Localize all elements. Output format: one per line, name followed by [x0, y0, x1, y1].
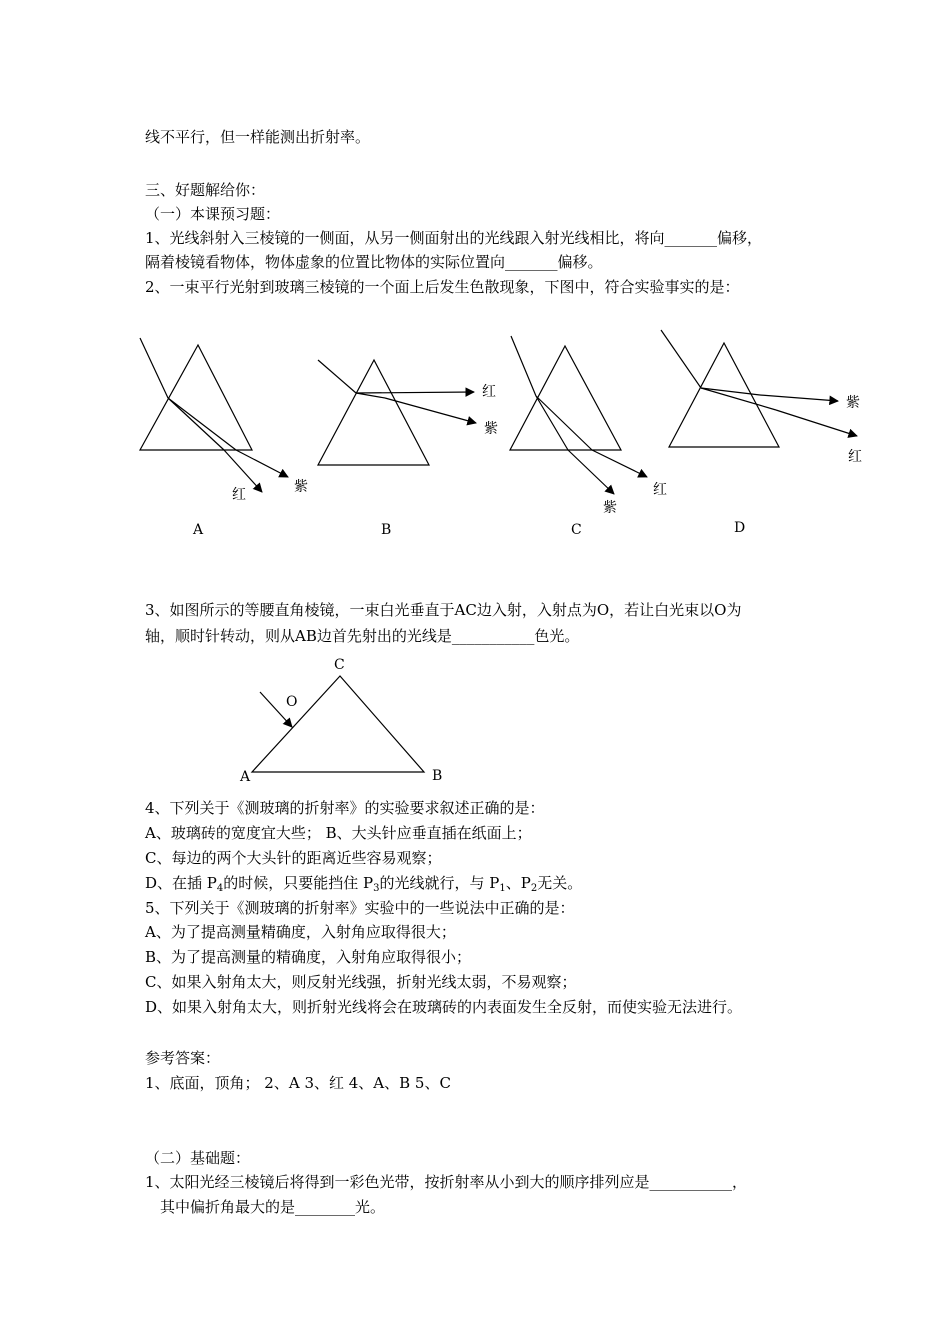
question-2: 2、一束平行光射到玻璃三棱镜的一个面上后发生色散现象，下图中，符合实验事实的是：: [145, 278, 740, 296]
question-1: 1、光线斜射入三棱镜的一侧面，从另一侧面射出的光线跟入射光线相比，将向_______偏移，: [145, 229, 763, 247]
option-5a: A、为了提高测量精确度，入射角应取得很大；: [145, 923, 456, 941]
question-3: 3、如图所示的等腰直角棱镜，一束白光垂直于AC边入射，入射点为O，若让白光束以O为: [145, 601, 742, 619]
answers: 1、底面，顶角； 2、A 3、红 4、A、B 5、C: [145, 1074, 451, 1092]
text-line: 线不平行，但一样能测出折射率。: [145, 128, 371, 146]
label-a-violet: 紫: [294, 479, 308, 495]
caption-a: A: [193, 522, 204, 538]
subsection-heading: （一）本课预习题：: [145, 205, 281, 223]
label-a-red: 红: [232, 487, 246, 503]
caption-c: C: [571, 522, 582, 538]
label-d-violet: 紫: [846, 395, 860, 411]
caption-d: D: [734, 520, 746, 536]
section-heading: 三、好题解给你：: [145, 181, 266, 199]
question-3-cont: 轴，顺时针转动，则从AB边首先射出的光线是___________色光。: [145, 627, 580, 645]
vertex-c: C: [334, 657, 345, 673]
vertex-b: B: [432, 768, 443, 784]
option-5c: C、如果入射角太大，则反射光线强，折射光线太弱，不易观察；: [145, 973, 577, 991]
option-5d: D、如果入射角太大，则折射光线将会在玻璃砖的内表面发生全反射，而使实验无法进行。: [145, 998, 743, 1016]
caption-b: B: [381, 522, 392, 538]
option-4d: D、在插 $P_4$的时候，只要能挡住 $P_3$的光线就行，与 $P_1$、$P_2$无关。: [145, 874, 583, 894]
question-5: 5、下列关于《测玻璃的折射率》实验中的一些说法中正确的是：: [145, 899, 575, 917]
option-4ab: A、玻璃砖的宽度宜大些； B、大头针应垂直插在纸面上；: [145, 824, 532, 842]
answers-title: 参考答案：: [145, 1049, 221, 1067]
option-4c: C、每边的两个大头针的距离近些容易观察；: [145, 849, 442, 867]
question-4: 4、下列关于《测玻璃的折射率》的实验要求叙述正确的是：: [145, 799, 545, 817]
label-c-red: 红: [653, 482, 667, 498]
label-c-violet: 紫: [603, 500, 617, 516]
option-5b: B、为了提高测量的精确度，入射角应取得很小；: [145, 948, 472, 966]
question-1-cont: 隔着棱镜看物体，物体虚象的位置比物体的实际位置向_______偏移。: [145, 253, 603, 271]
point-o: O: [286, 694, 298, 710]
label-d-red: 红: [848, 449, 862, 465]
basic-question-1-cont: 其中偏折角最大的是________光。: [160, 1198, 386, 1216]
basic-question-1: 1、太阳光经三棱镜后将得到一彩色光带，按折射率从小到大的顺序排列应是___________，: [145, 1173, 748, 1191]
subsection-heading-2: （二）基础题：: [145, 1149, 251, 1167]
label-b-violet: 紫: [484, 421, 498, 437]
vertex-a: A: [240, 769, 251, 785]
label-b-red: 红: [482, 384, 496, 400]
